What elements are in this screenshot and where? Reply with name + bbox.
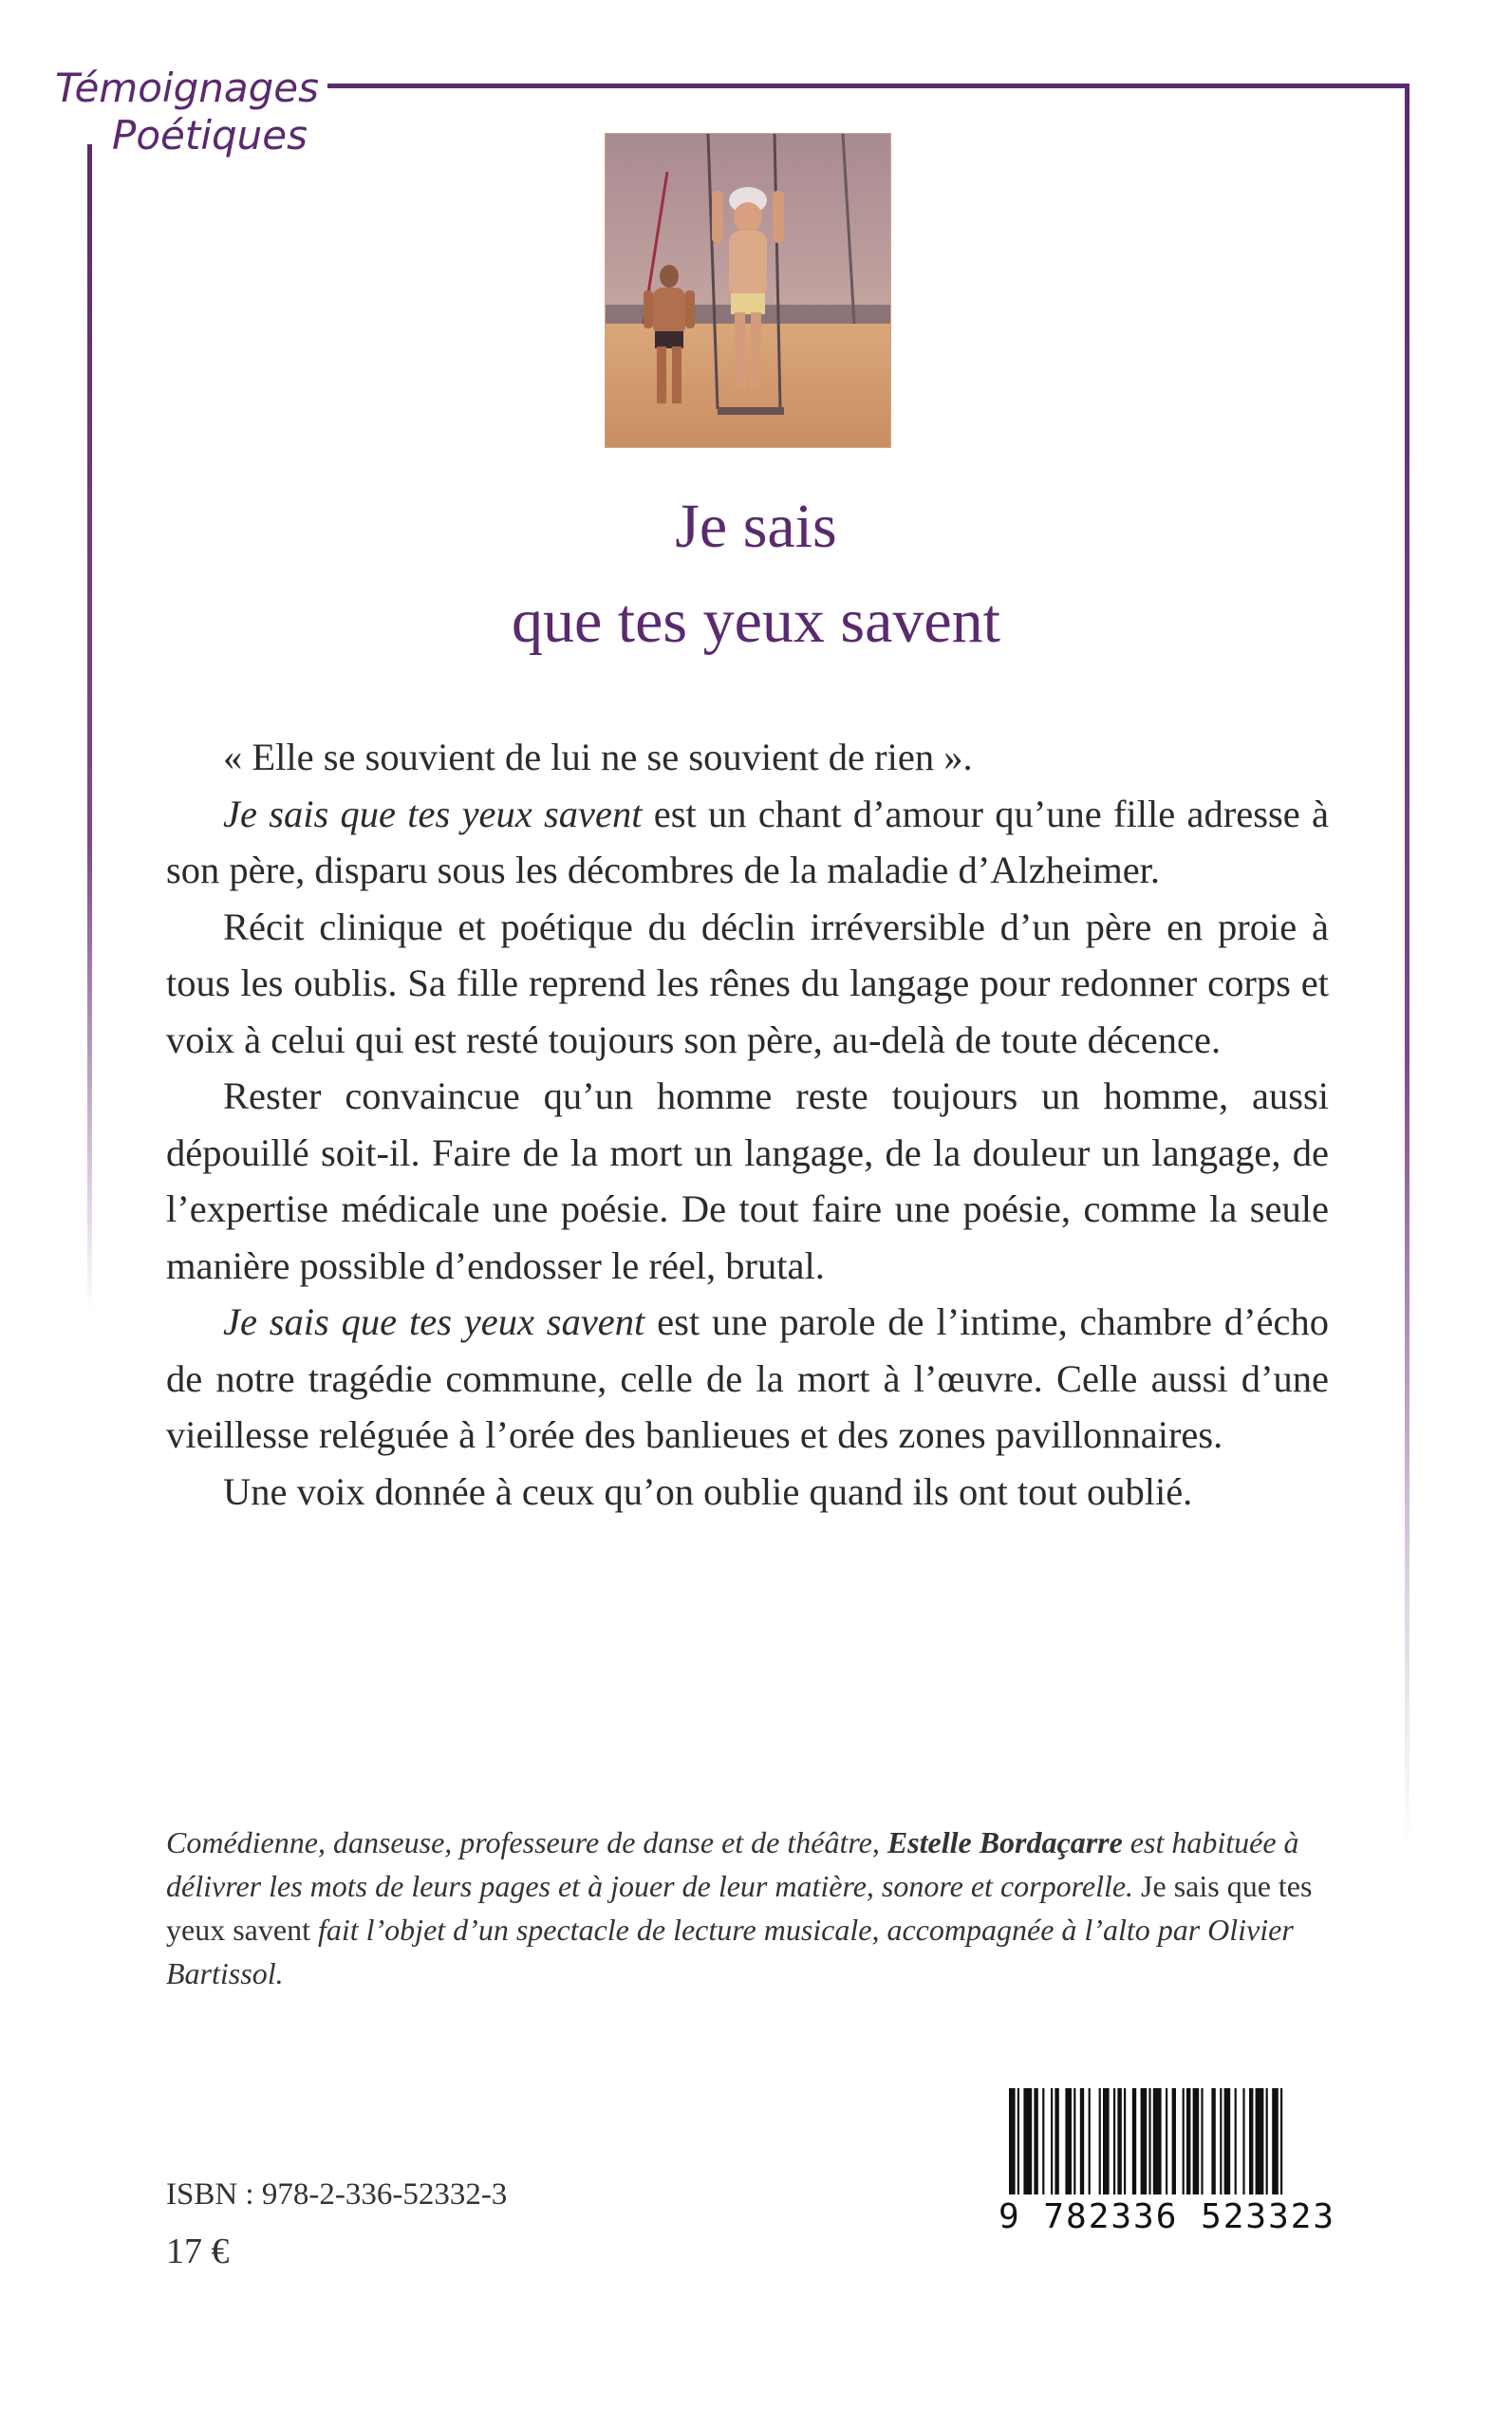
frame-right-line bbox=[1405, 84, 1409, 1849]
barcode-bar bbox=[1113, 2088, 1115, 2194]
barcode-bar bbox=[1009, 2088, 1016, 2194]
blurb-text: Rester convaincue qu’un homme reste toujours un homme, aussi dépouillé soit-il. Faire de la mort un langage, de la douleur un langage, de l’expertise médicale une poésie. De tout faire une poésie, comme la seule manière possible d’endosser le réel, brutal. bbox=[166, 1074, 1329, 1287]
barcode-bar bbox=[1055, 2088, 1058, 2194]
collection-label bbox=[55, 65, 319, 159]
barcode-bar bbox=[1183, 2088, 1185, 2194]
author-intro: Comédienne, danseuse, professeure de danse et de théâtre, bbox=[166, 1825, 887, 1859]
isbn: ISBN : 978-2-336-52332-3 bbox=[166, 2177, 508, 2212]
author-end: fait l’objet d’un spectacle de lecture musicale, accompagnée à l’alto par Olivier Bartissol. bbox=[166, 1913, 1294, 1990]
cover-photo bbox=[605, 133, 891, 448]
price: 17 € bbox=[166, 2232, 230, 2271]
barcode-bar bbox=[1235, 2088, 1237, 2194]
book-title-line-2: que tes yeux savent bbox=[511, 587, 1000, 656]
author-name: Estelle Bordaçarre bbox=[887, 1825, 1123, 1859]
barcode-bar bbox=[1242, 2088, 1244, 2194]
collection-line-2: Poétiques bbox=[112, 112, 308, 159]
blurb-text: Une voix donnée à ceux qu’on oublie quand ils ont tout oublié. bbox=[223, 1469, 1193, 1513]
barcode-bar bbox=[1272, 2088, 1279, 2194]
blurb-text: est une parole de l’intime, chambre d’écho de notre tragédie commune, celle de la mort à l’œuvre. Celle aussi d’une vieillesse reléguée à l’orée des banlieues et des zones pavillonnaires. bbox=[166, 1300, 1329, 1456]
blurb-paragraph bbox=[166, 729, 1329, 786]
barcode bbox=[1001, 2088, 1362, 2297]
barcode-bar bbox=[1186, 2088, 1190, 2194]
barcode-bar bbox=[1148, 2088, 1150, 2194]
author-note bbox=[166, 1821, 1329, 1995]
barcode-bar bbox=[1117, 2088, 1121, 2194]
blurb-paragraph bbox=[166, 899, 1329, 1069]
barcode-bar bbox=[1193, 2088, 1200, 2194]
blurb-text: est un chant d’amour qu’une fille adresse à son père, disparu sous les décombres de la maladie d’Alzheimer. bbox=[166, 792, 1329, 891]
barcode-bar bbox=[1280, 2088, 1282, 2194]
barcode-bar bbox=[1256, 2088, 1264, 2194]
author-book-title: Je sais que tes yeux savent bbox=[166, 1869, 1313, 1947]
collection-line-1: Témoignages bbox=[55, 65, 319, 111]
barcode-bar bbox=[1141, 2088, 1148, 2194]
barcode-bar bbox=[1017, 2088, 1019, 2194]
blurb-paragraph bbox=[166, 1068, 1329, 1294]
barcode-bar bbox=[1103, 2088, 1110, 2194]
blurb-text: Récit clinique et poétique du déclin irréversible d’un père en proie à tous les oublis. Sa fille reprend les rênes du langage pour redonner corps et voix à celui qui est resté toujours son père, au-delà de toute décence. bbox=[166, 905, 1329, 1061]
barcode-bar bbox=[1065, 2088, 1072, 2194]
barcode-bar bbox=[1211, 2088, 1215, 2194]
barcode-bar bbox=[1249, 2088, 1253, 2194]
barcode-bars bbox=[1001, 2088, 1362, 2194]
barcode-digits: 9 782336 523323 bbox=[999, 2197, 1336, 2236]
barcode-bar bbox=[1224, 2088, 1231, 2194]
barcode-bar bbox=[1034, 2088, 1037, 2194]
barcode-bar bbox=[1080, 2088, 1084, 2194]
book-title-line-1: Je sais bbox=[675, 492, 837, 561]
blurb-book-title: Je sais que tes yeux savent bbox=[223, 792, 643, 835]
blurb-quote: « Elle se souvient de lui ne se souvient de rien ». bbox=[223, 736, 973, 778]
blurb bbox=[166, 729, 1329, 1520]
barcode-bar bbox=[1266, 2088, 1268, 2194]
frame-top-line bbox=[327, 84, 1409, 88]
blurb-paragraph bbox=[166, 1464, 1329, 1521]
barcode-bar bbox=[1153, 2088, 1162, 2194]
barcode-bar bbox=[1166, 2088, 1167, 2194]
barcode-bar bbox=[1220, 2088, 1222, 2194]
author-mid: est habituée à délivrer les mots de leurs pages et à jouer de leur matière, sonore et corporelle. bbox=[166, 1825, 1299, 1903]
blurb-paragraph bbox=[166, 1294, 1329, 1464]
barcode-bar bbox=[1124, 2088, 1126, 2194]
barcode-bar bbox=[1051, 2088, 1053, 2194]
blurb-paragraph bbox=[166, 786, 1329, 899]
barcode-bar bbox=[1023, 2088, 1032, 2194]
frame-left-line bbox=[87, 144, 92, 1312]
barcode-bar bbox=[1099, 2088, 1101, 2194]
barcode-bar bbox=[1132, 2088, 1136, 2194]
barcode-bar bbox=[1073, 2088, 1075, 2194]
barcode-bar bbox=[1201, 2088, 1203, 2194]
barcode-bar bbox=[1089, 2088, 1091, 2194]
blurb-book-title: Je sais que tes yeux savent bbox=[223, 1300, 645, 1343]
barcode-bar bbox=[1172, 2088, 1176, 2194]
barcode-bar bbox=[1042, 2088, 1044, 2194]
